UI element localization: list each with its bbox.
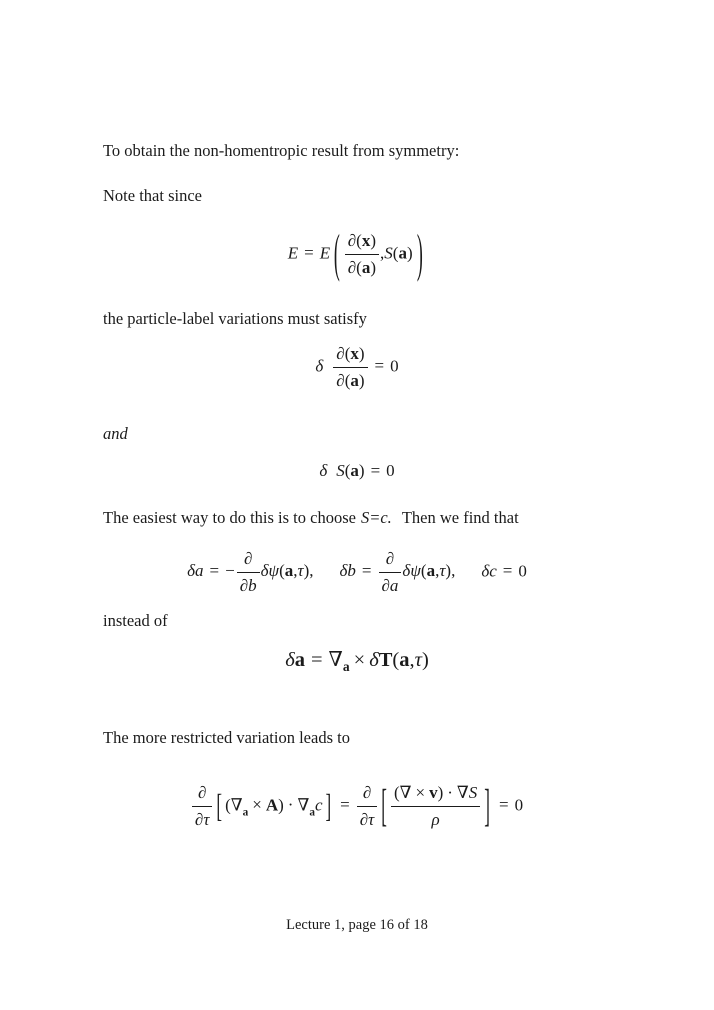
- text-run: The easiest way to do this is to choose: [103, 508, 356, 527]
- equals-sign: =: [361, 561, 372, 581]
- fraction: [332, 343, 368, 392]
- math-var: x: [361, 231, 371, 250]
- paren: ): [421, 649, 429, 671]
- math-number: 0: [390, 356, 399, 376]
- partial-symbol: ∂: [239, 576, 249, 595]
- paren: ): [370, 258, 377, 277]
- left-bracket: [: [216, 787, 223, 824]
- fraction-denominator: [345, 255, 379, 279]
- equals-sign: =: [340, 795, 350, 815]
- fraction-denominator: [379, 573, 402, 597]
- partial-symbol: ∂: [243, 549, 253, 568]
- right-paren: ): [416, 223, 423, 283]
- math-var: c: [489, 561, 497, 581]
- paren: (: [356, 258, 362, 277]
- math-var: x: [350, 344, 359, 363]
- subscript: a: [342, 659, 350, 674]
- dot-operator: ·: [287, 795, 294, 815]
- math-var: S: [336, 461, 345, 480]
- equals-sign: =: [498, 795, 509, 815]
- math-var: T: [378, 649, 393, 671]
- equation-part-db: [339, 549, 456, 595]
- partial-symbol: ∂: [194, 810, 204, 829]
- math-var: b: [248, 576, 257, 595]
- comma: ,: [293, 561, 298, 581]
- fraction-numerator: [237, 548, 260, 573]
- comma: ,: [451, 561, 456, 581]
- equation-energy-dependence: [0, 223, 714, 283]
- equation-part-dc: [481, 561, 527, 580]
- nabla-symbol: ∇: [399, 783, 412, 802]
- times-sign: ×: [252, 795, 262, 815]
- math-var: τ: [439, 561, 446, 581]
- text-run: Then we find that: [401, 508, 519, 527]
- nabla-symbol: ∇: [230, 795, 243, 815]
- math-var: a: [350, 371, 359, 390]
- paren: (: [356, 231, 362, 250]
- fraction-denominator: [192, 807, 213, 831]
- equation-vector-variation: [0, 649, 714, 678]
- math-var: ψ: [410, 561, 421, 581]
- math-var: S: [384, 243, 393, 263]
- math-var: τ: [368, 810, 375, 829]
- left-bracket: [: [381, 779, 387, 831]
- math-number: 0: [518, 561, 527, 581]
- fraction-numerator: [379, 548, 402, 573]
- partial-symbol: ∂: [336, 344, 345, 363]
- math-var: c: [314, 795, 323, 815]
- partial-symbol: ∂: [347, 231, 357, 250]
- equation-component-variations: [0, 548, 714, 597]
- fraction-numerator: [192, 782, 213, 807]
- math-var: a: [350, 461, 359, 480]
- math-var: a: [284, 561, 294, 581]
- partial-symbol: ∂: [381, 576, 390, 595]
- math-var: E: [319, 243, 331, 263]
- partial-symbol: ∂: [336, 371, 345, 390]
- paren: (: [344, 344, 351, 363]
- fraction: [356, 782, 379, 831]
- paragraph-instead: instead of: [103, 611, 168, 630]
- subscript: a: [309, 806, 315, 819]
- paren: (: [393, 783, 400, 802]
- math-var: τ: [297, 561, 304, 581]
- right-bracket: ]: [325, 787, 332, 824]
- math-var: a: [294, 649, 305, 671]
- paren: (: [225, 795, 231, 815]
- math-var: a: [398, 243, 407, 263]
- math-var: ψ: [268, 561, 280, 581]
- nabla-symbol: ∇: [328, 649, 343, 671]
- delta-symbol: δ: [319, 461, 328, 480]
- math-var: a: [389, 576, 399, 595]
- math-var: ρ: [431, 810, 440, 829]
- fraction-denominator: [391, 807, 480, 831]
- paragraph-restricted: The more restricted variation leads to: [103, 728, 350, 747]
- subscript: a: [242, 806, 249, 819]
- paren: ): [445, 561, 452, 581]
- nabla-symbol: ∇: [297, 795, 310, 815]
- fraction: [390, 782, 481, 831]
- math-var: A: [265, 795, 279, 815]
- fraction-numerator: [333, 343, 367, 368]
- paren: ): [358, 371, 365, 390]
- paragraph-and: and: [103, 424, 128, 443]
- partial-symbol: ∂: [359, 810, 369, 829]
- paren: (: [344, 461, 351, 480]
- delta-symbol: δ: [481, 561, 490, 581]
- delta-symbol: δ: [260, 561, 269, 581]
- times-sign: ×: [353, 649, 366, 671]
- inline-math: S=c.: [360, 508, 392, 527]
- paren: (: [279, 561, 285, 581]
- equals-sign: =: [370, 461, 381, 480]
- paren: ): [278, 795, 284, 815]
- paren: (: [420, 561, 427, 581]
- paren: (: [344, 371, 351, 390]
- times-sign: ×: [415, 783, 426, 802]
- paren: (: [392, 243, 399, 263]
- math-var: a: [195, 561, 204, 581]
- fraction-numerator: [345, 230, 379, 255]
- equation-label-variation: [0, 343, 714, 392]
- fraction-denominator: [357, 807, 378, 831]
- fraction: [378, 548, 403, 597]
- comma: ,: [380, 243, 385, 263]
- nabla-symbol: ∇: [456, 783, 469, 802]
- equation-conservation: [0, 779, 714, 831]
- fraction-denominator: [237, 573, 260, 597]
- partial-symbol: ∂: [197, 783, 207, 802]
- equals-sign: =: [304, 243, 314, 263]
- equals-sign: =: [310, 649, 323, 671]
- dot-operator: ·: [447, 783, 453, 802]
- delta-symbol: δ: [315, 356, 324, 376]
- equals-sign: =: [209, 561, 220, 581]
- partial-symbol: ∂: [385, 549, 395, 568]
- right-bracket: ]: [484, 779, 490, 831]
- paren: ): [406, 243, 413, 263]
- paren: (: [392, 649, 400, 671]
- math-var: v: [429, 783, 438, 802]
- delta-symbol: δ: [402, 561, 411, 581]
- math-var: τ: [203, 810, 210, 829]
- equation-part-da: [187, 549, 314, 595]
- math-number: 0: [386, 461, 395, 480]
- math-var: a: [399, 649, 410, 671]
- paren: ): [358, 461, 365, 480]
- math-var: E: [287, 243, 299, 263]
- left-paren: (: [333, 223, 340, 283]
- paragraph-satisfy: the particle-label variations must satisfy: [103, 309, 367, 328]
- fraction: [236, 548, 261, 597]
- equals-sign: =: [374, 356, 385, 376]
- paragraph-note: Note that since: [103, 186, 202, 205]
- math-var: b: [347, 561, 356, 581]
- math-var: a: [361, 258, 371, 277]
- delta-symbol: δ: [339, 561, 348, 581]
- comma: ,: [409, 649, 415, 671]
- comma: ,: [309, 561, 314, 581]
- fraction-denominator: [333, 368, 367, 392]
- partial-symbol: ∂: [347, 258, 357, 277]
- paren: ): [303, 561, 310, 581]
- paren: ): [437, 783, 444, 802]
- fraction: [344, 230, 380, 279]
- math-var: a: [426, 561, 436, 581]
- paren: ): [370, 231, 377, 250]
- partial-symbol: ∂: [362, 783, 372, 802]
- paragraph-intro: To obtain the non-homentropic result from symmetry:: [103, 141, 460, 160]
- math-number: 0: [514, 795, 524, 815]
- fraction: [191, 782, 214, 831]
- comma: ,: [435, 561, 440, 581]
- equals-sign: =: [502, 561, 513, 581]
- paren: ): [358, 344, 365, 363]
- page-footer: Lecture 1, page 16 of 18: [286, 917, 428, 933]
- delta-symbol: δ: [285, 649, 295, 671]
- paragraph-easiest: [103, 508, 714, 528]
- fraction-numerator: [357, 782, 378, 807]
- minus-sign: −: [225, 561, 235, 581]
- math-var: τ: [414, 649, 422, 671]
- math-var: S: [468, 783, 478, 802]
- equation-entropy-variation: [0, 460, 714, 482]
- delta-symbol: δ: [369, 649, 379, 671]
- fraction-numerator: [391, 782, 480, 807]
- delta-symbol: δ: [187, 561, 196, 581]
